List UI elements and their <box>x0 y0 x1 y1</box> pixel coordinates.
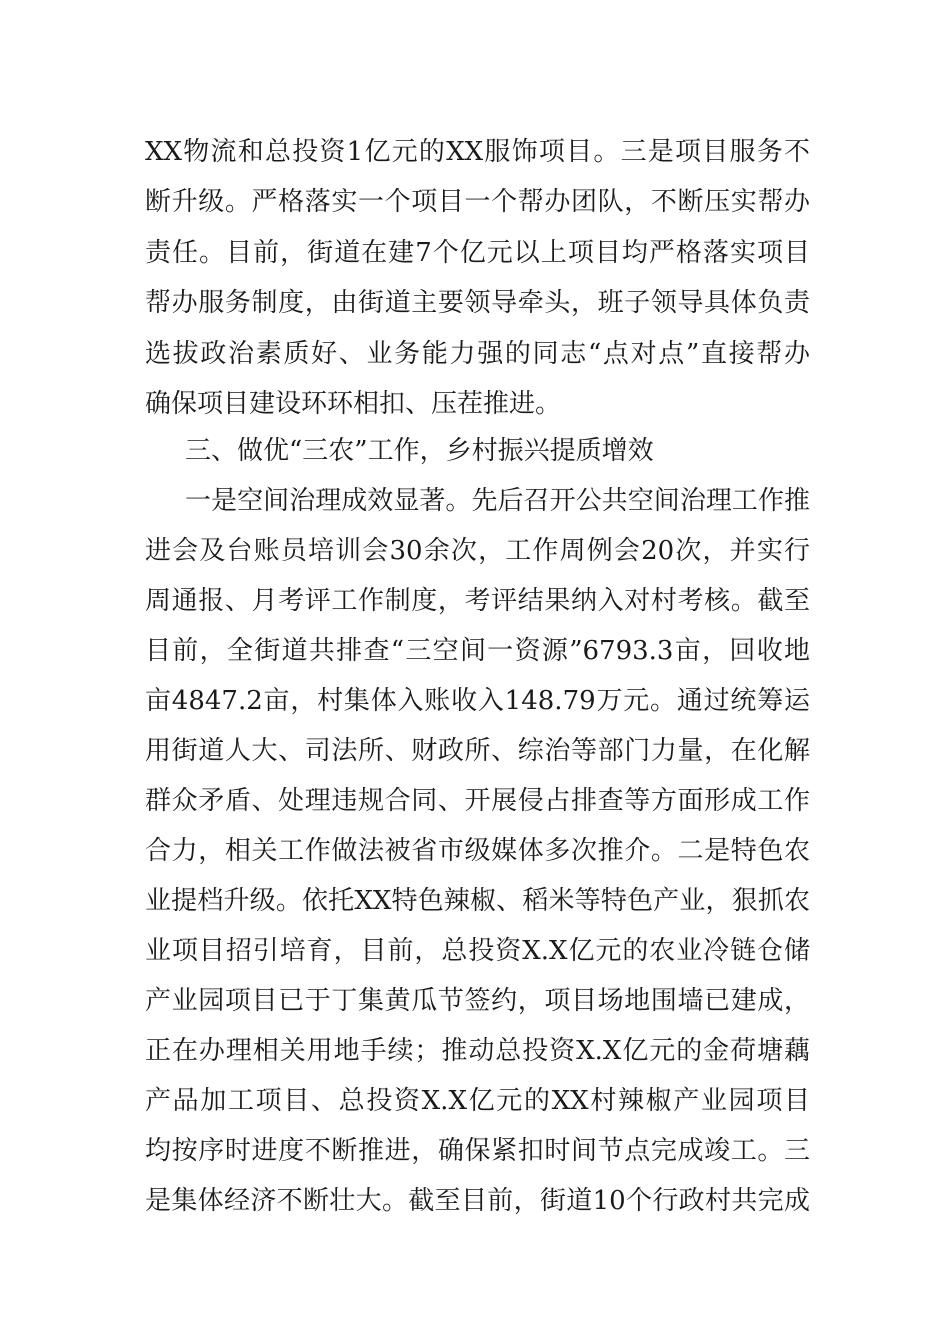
text-line-12: 亩4847.2亩，村集体入账收入148.79万元。通过统筹运 <box>145 686 810 716</box>
text-line-4: 帮办服务制度，由街道主要领导牵头，班子领导具体负责 <box>145 288 810 318</box>
text-line-6: 确保项目建设环环相扣、压茬推进。 <box>145 389 562 419</box>
section-heading: 三、做优“三农”工作，乡村振兴提质增效 <box>185 436 654 466</box>
text-line-13: 用街道人大、司法所、财政所、综治等部门力量，在化解 <box>145 736 810 766</box>
text-line-17: 业项目招引培育，目前，总投资X.X亿元的农业冷链仓储 <box>145 936 810 966</box>
text-line-2: 断升级。严格落实一个项目一个帮办团队，不断压实帮办 <box>145 187 810 217</box>
text-line-5: 选拔政治素质好、业务能力强的同志“点对点”直接帮办 <box>145 339 810 369</box>
text-line-1: XX物流和总投资1亿元的XX服饰项目。三是项目服务不 <box>145 137 810 167</box>
text-line-18: 产业园项目已于丁集黄瓜节签约，项目场地围墙已建成， <box>145 986 810 1016</box>
text-line-3: 责任。目前，街道在建7个亿元以上项目均严格落实项目 <box>145 238 810 268</box>
text-line-9: 进会及台账员培训会30余次，工作周例会20次，并实行 <box>145 536 810 566</box>
text-line-21: 均按序时进度不断推进，确保紧扣时间节点完成竣工。三 <box>145 1136 810 1166</box>
text-line-15: 合力，相关工作做法被省市级媒体多次推介。二是特色农 <box>145 836 810 866</box>
text-line-22: 是集体经济不断壮大。截至目前，街道10个行政村共完成 <box>145 1186 810 1216</box>
text-line-11: 目前，全街道共排查“三空间一资源”6793.3亩，回收地 <box>145 636 810 666</box>
paragraph-first-line: 一是空间治理成效显著。先后召开公共空间治理工作推 <box>185 486 810 516</box>
text-line-20: 产品加工项目、总投资X.X亿元的XX村辣椒产业园项目 <box>145 1086 810 1116</box>
text-line-16: 业提档升级。依托XX特色辣椒、稻米等特色产业，狠抓农 <box>145 886 810 916</box>
text-line-14: 群众矛盾、处理违规合同、开展侵占排查等方面形成工作 <box>145 786 810 816</box>
text-line-19: 正在办理相关用地手续；推动总投资X.X亿元的金荷塘藕 <box>145 1036 810 1066</box>
text-line-10: 周通报、月考评工作制度，考评结果纳入对村考核。截至 <box>145 586 810 616</box>
